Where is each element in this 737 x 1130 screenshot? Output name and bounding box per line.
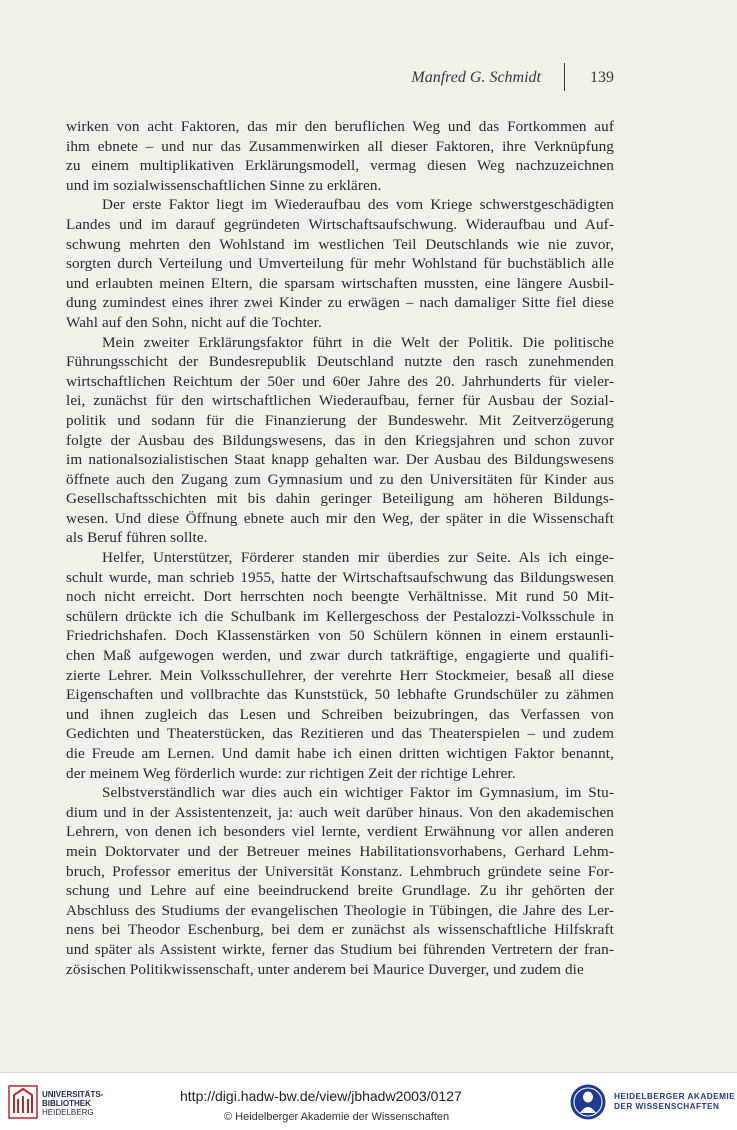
text-line: Führungsschicht der Bundesrepublik Deutschland nutzte den rasch zunehmenden	[66, 353, 614, 371]
text-line: schwung mehrten den Wohlstand im westlichen Teil Deutschlands wie nie zuvor,	[66, 235, 614, 253]
copyright-notice: © Heidelberger Akademie der Wissenschaften	[224, 1111, 450, 1123]
text-line: wirken von acht Faktoren, das mir den beruflichen Weg und das Fortkommen auf	[66, 118, 614, 135]
text-line: und später als Assistent wirkte, ferner das Studium bei führenden Vertretern der fran-	[66, 940, 614, 958]
text-line: schung und Lehre auf eine beeindruckend breite Grundlage. Zu ihr gehörten der	[66, 882, 614, 900]
text-line: als Beruf führen sollte.	[66, 529, 208, 547]
text-line: Gesellschaftsschichten mit bis dahin geringer Beteiligung am höheren Bildungs-	[66, 490, 614, 508]
text-line: Landes und im darauf gegründeten Wirtschaftsaufschwung. Wideraufbau und Auf-	[66, 215, 614, 233]
library-name-line: BIBLIOTHEK	[42, 1099, 91, 1108]
body-text	[66, 117, 614, 979]
text-line: Selbstverständlich war dies auch ein wichtiger Faktor im Gymnasium, im Stu-	[102, 784, 614, 802]
university-library-name	[42, 1090, 103, 1117]
text-line: wesen. Und diese Öffnung ebnete auch mir den Weg, der später in die Wissenschaft	[66, 509, 614, 527]
text-line: mein Doktorvater und der Betreuer meines Habilitationsvorhabens, Gerhard Lehm-	[66, 842, 614, 860]
text-line: Wahl auf den Sohn, nicht auf die Tochter.	[66, 313, 322, 331]
text-line: Mein zweiter Erklärungsfaktor führt in die Welt der Politik. Die politische	[102, 333, 614, 351]
academy-name-line: HEIDELBERGER AKADEMIE	[614, 1092, 736, 1101]
text-line: Lehrern, von denen ich besonders viel lernte, verdient Erwähnung vor allen anderen	[66, 823, 614, 841]
text-line: sorgten durch Verteilung und Umverteilung für mehr Wohlstand für buchstäblich alle	[66, 255, 614, 273]
text-line: und im sozialwissenschaftlichen Sinne zu erklären.	[66, 176, 382, 194]
library-name-line: UNIVERSITÄTS-	[42, 1090, 104, 1099]
academy-seal-icon	[569, 1083, 607, 1121]
text-line: und ihnen zugleich das Lesen und Schreiben beizubringen, das Verfassen von	[66, 705, 614, 723]
academy-name-line: DER WISSENSCHAFTEN	[614, 1102, 720, 1111]
text-line: zierte Lehrer. Mein Volksschullehrer, der verehrte Herr Stockmeier, besaß all diese	[66, 666, 614, 684]
text-line: dung zumindest eines ihrer zwei Kinder zu erwägen – nach damaliger Sitte fiel diese	[66, 294, 614, 312]
running-head-author: Manfred G. Schmidt	[411, 69, 541, 86]
text-line: schult wurde, man schrieb 1955, hatte der Wirtschaftsaufschwung das Bildungswesen	[66, 568, 614, 586]
paragraph	[66, 195, 614, 332]
paragraph	[66, 117, 614, 195]
footer-bar	[0, 1072, 737, 1130]
page-number: 139	[590, 69, 614, 86]
academy-name	[614, 1092, 735, 1112]
paragraph	[66, 333, 614, 549]
running-head	[0, 66, 737, 94]
text-line: die Freude am Lernen. Und damit habe ich einen dritten wichtigen Faktor benannt,	[66, 745, 614, 762]
permalink-url[interactable]: http://digi.hadw-bw.de/view/jbhadw2003/0127	[180, 1088, 462, 1104]
text-line: ihm ebnete – und nur das Zusammenwirken all dieser Faktoren, ihre Verknüpfung	[66, 137, 614, 155]
text-line: Eigenschaften und vollbrachte das Kunststück, 50 lebhafte Grundschüler zu zähmen	[66, 686, 614, 704]
text-line: Friedrichshafen. Doch Klassenstärken von 50 Schülern können in einem erstaunli-	[66, 627, 614, 645]
text-line: nens bei Theodor Eschenburg, bei dem er zunächst als wissenschaftliche Hilfskraft	[66, 921, 614, 939]
text-line: wirtschaftlichen Reichtum der 50er und 60er Jahre des 20. Jahrhunderts für vieler-	[66, 372, 614, 390]
text-line: zösischen Politikwissenschaft, unter anderem bei Maurice Duverger, und zudem die	[66, 960, 584, 978]
university-library-logo-icon	[8, 1085, 38, 1119]
text-line: Helfer, Unterstützer, Förderer standen mir überdies zur Seite. Als ich einge-	[102, 549, 614, 567]
text-line: Der erste Faktor liegt im Wiederaufbau des vom Kriege schwerstgeschädigten	[102, 196, 614, 214]
text-line: öffnete auch den Zugang zum Gymnasium und zu den Universitäten für Kinder aus	[66, 470, 614, 488]
text-line: bruch, Professor emeritus der Universität Konstanz. Lehmbruch gründete seine For-	[66, 862, 614, 880]
text-line: Gedichten und Theaterstücken, das Rezitieren und das Theaterspielen – und zudem	[66, 725, 614, 743]
text-line: lei, zunächst für den wirtschaftlichen Wiederaufbau, ferner für Ausbau der Sozial-	[66, 392, 614, 410]
text-line: und erlaubten meinen Eltern, die sparsam wirtschaften mussten, eine längere Ausbil-	[66, 274, 614, 292]
text-line: dium und in der Assistentenzeit, ja: auch weit darüber hinaus. Von den akademischen	[66, 803, 614, 821]
library-name-line: HEIDELBERG	[42, 1108, 94, 1117]
paragraph	[66, 783, 614, 979]
text-line: im nationalsozialistischen Staat knapp gehalten war. Der Ausbau des Bildungswesens	[66, 451, 614, 469]
text-line: politik und sodann für die Finanzierung der Bundeswehr. Mit Zeitverzögerung	[66, 411, 614, 429]
text-line: Abschluss des Studiums der evangelischen Theologie in Tübingen, die Jahre des Ler-	[66, 901, 614, 919]
text-line: folgte der Ausbau des Bildungswesens, das in den Kriegsjahren und schon zuvor	[66, 431, 614, 449]
text-line: der meinem Weg förderlich wurde: zur richtigen Zeit der richtige Lehrer.	[66, 764, 516, 782]
text-line: schülern drückte ich die Schulbank im Kellergeschoss der Pestalozzi-Volksschule in	[66, 607, 614, 625]
text-line: zu einem multiplikativen Erklärungsmodell, vermag diesen Weg nachzuzeichnen	[66, 157, 614, 175]
text-line: noch nicht erreicht. Dort herrschten noch beengte Verhältnisse. Mit rund 50 Mit-	[66, 588, 614, 606]
paragraph	[66, 548, 614, 783]
running-head-divider	[564, 63, 565, 91]
text-line: chen Maß aufgewogen werden, und zwar durch tatkräftige, engagierte und qualifi-	[66, 647, 614, 665]
